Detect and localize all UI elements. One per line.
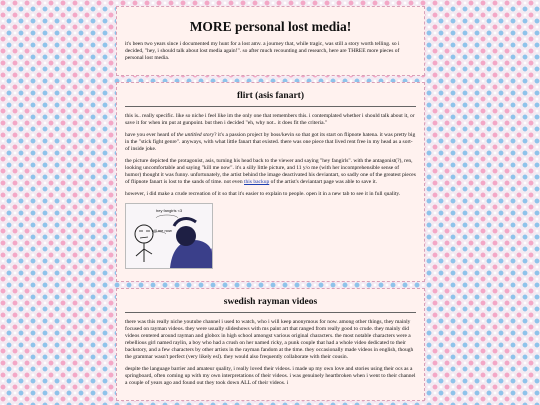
divider <box>125 106 416 107</box>
section-heading-rayman: swedish rayman videos <box>223 297 318 307</box>
section-swedish-rayman <box>116 288 425 401</box>
fanart-drawing <box>126 204 212 268</box>
text-run: of the artist's deviantart page was able to save it. <box>269 179 377 185</box>
flirt-paragraph-4: however, i did make a crude recreation of it so that it's easier to explain to people. open it in a new tab to see it in full quality. <box>125 191 401 197</box>
flirt-paragraph-3 <box>125 158 416 186</box>
fanart-recreation-image[interactable] <box>125 203 213 269</box>
backup-link[interactable]: this backup <box>244 179 270 185</box>
divider <box>125 312 416 313</box>
speech-text-asis: hey fangirls <3 <box>156 208 183 213</box>
intro-paragraph: it's been two years since i documented my hunt for a lost amv. a journey that, while tragic, was still a story worth telling. so i decided, "hey, i should talk about lost media again!". so after much recounting and research, here are THREE more pieces of personal lost media. <box>125 41 400 61</box>
section-flirt <box>116 82 425 282</box>
rayman-paragraph-1: there was this really niche youtube channel i used to watch, who i will keep anonymous for now. among other things, they mainly focused on rayman videos. they were usually slideshows with ms paint art that ranged from really good to crude. they mainly did videos centered around rayman and globox in high school amongst various original characters. the most notable characters were a rebellious girl named raylin, a boy who had a crush on her named ricky, a punk couple that had a whole video dedicated to their backstory, and a few characters by other artists in the rayman fandom at the time. they occasionally made videos in english, though the grammar wasn't perfect (very likely esl). they would also frequently collaborate with their cousin. <box>125 319 414 360</box>
text-run: have you ever heard of <box>125 132 177 138</box>
rayman-paragraph-2: despite the language barrier and amateur quality, i really loved their videos. i made up my own love and stories using their ocs as a springboard, often coming up with my own interpretations of their videos. i was genuinely heartbroken when i went to their channel a couple of years ago and found out they took down ALL of their videos. i <box>125 366 416 386</box>
text-run: ? it's a passion project by boss/kevin so that got its start on flipnote hatena. it was pretty big in the "stick fight genre". anyways, with what little fanart that existed. there was one piece that lived rent free in my head as a sort-of inside joke. <box>125 132 416 152</box>
page-title: MORE personal lost media! <box>189 19 352 34</box>
story-title: the untitled story <box>176 132 215 138</box>
content-column <box>116 0 425 401</box>
section-heading-flirt: flirt (asis fanart) <box>236 91 304 101</box>
intro-card <box>116 6 425 76</box>
flirt-paragraph-1: this is.. really specific. like so niche i feel like im the only one that remembers this. i contemplated whether i should talk about it, or save it for when im put at gunpoint. but then i decided "eh, why not.. it does fit the criteria." <box>125 113 415 126</box>
speech-text-ren: kill me now <box>152 228 172 233</box>
text-run: the picture depicted the protagonist, asis, turning his head back to the viewer and saying "hey fangirls". with the antagonist(?), ren, looking uncomfortable and saying "kill me now". it's a silly little picture, and 11 y/o me (with her incomprehensible sense of humor) thought it was funny. unfortunately, the artist behind the image deactivated his deviantart, so sadly one of the greatest pieces of flipnote fanart is lost to the sands of time. not even <box>125 158 416 185</box>
flirt-paragraph-2 <box>125 132 416 153</box>
